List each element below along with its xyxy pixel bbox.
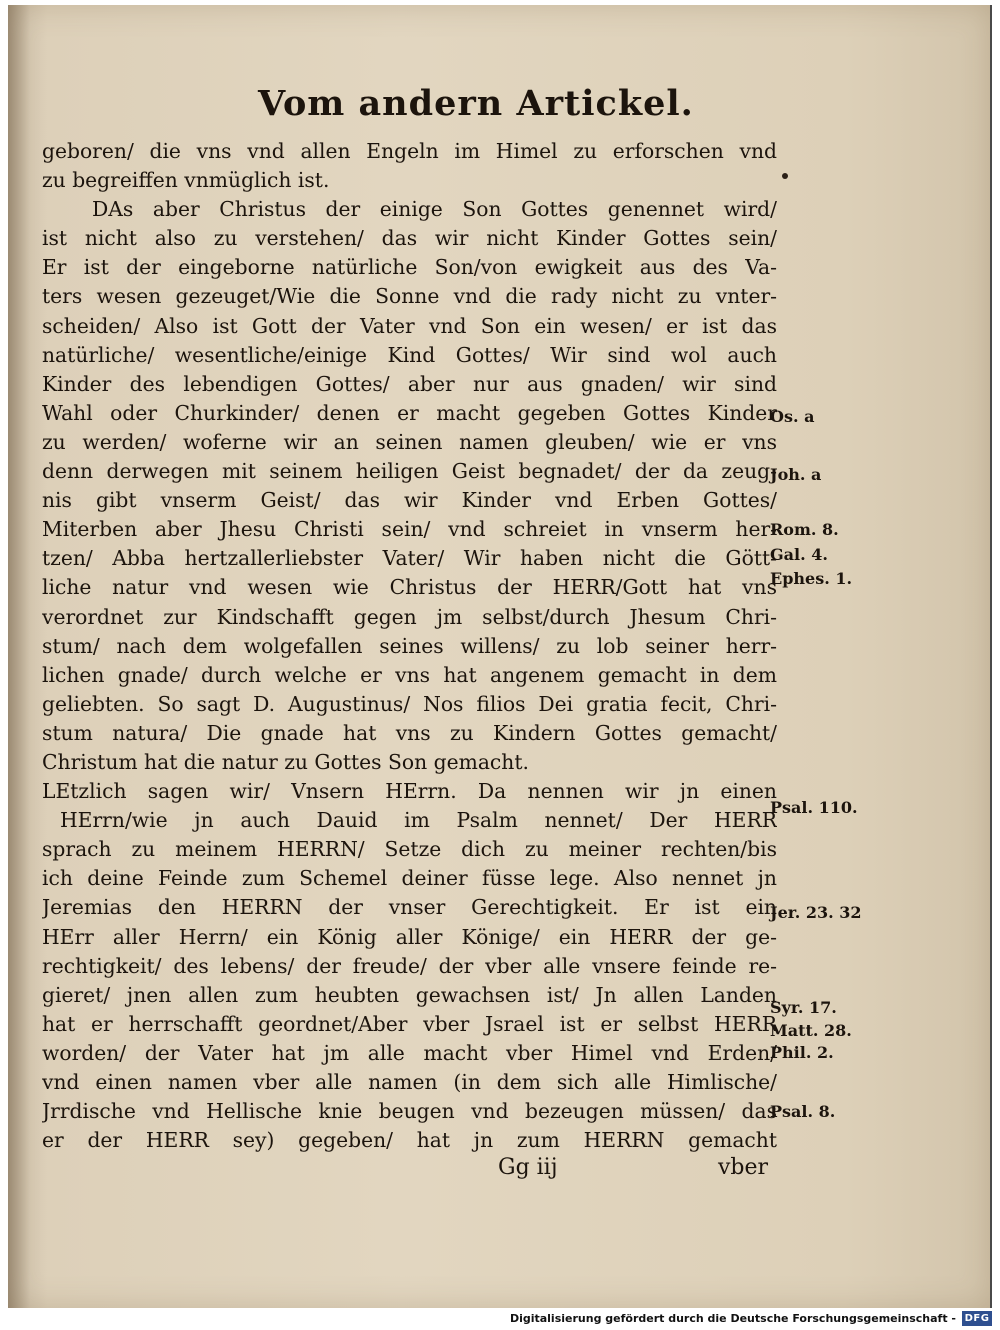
text-line: Kinder des lebendigen Gottes/ aber nur aus gnaden/ wir sind [42,371,777,396]
text-line: HErr aller Herrn/ ein König aller Könige/ ein HERR der ge- [42,924,777,949]
funding-credit: Digitalisierung gefördert durch die Deutsche Forschungsgemeinschaft - [509,1312,956,1325]
text-line: LEtzlich sagen wir/ Vnsern HErrn. Da nennen wir jn einen [42,779,777,804]
text-line: Christum hat die natur zu Gottes Son gemacht. [42,749,529,774]
margin-note: Psal. 110. [770,798,858,817]
signature-catchword-line [498,1155,768,1185]
text-line: lichen gnade/ durch welche er vns hat angenem gemacht in dem [42,662,777,687]
text-line: liche natur vnd wesen wie Christus der HERR/Gott hat vns [42,575,777,600]
dfg-logo-icon: DFG [962,1311,992,1326]
text-line: nis gibt vnserm Geist/ das wir Kinder vnd Erben Gottes/ [42,488,777,513]
text-line: Wahl oder Churkinder/ denen er macht gegeben Gottes Kinder [42,400,777,425]
text-line: sprach zu meinem HERRN/ Setze dich zu meiner rechten/bis [42,837,777,862]
text-line: worden/ der Vater hat jm alle macht vber Himel vnd Erden/ [42,1040,777,1065]
margin-note: Rom. 8. [770,520,839,539]
text-line: tzen/ Abba hertzallerliebster Vater/ Wir haben nicht die Gött- [42,546,777,571]
text-line: Er ist der eingeborne natürliche Son/von ewigkeit aus des Va- [42,255,777,280]
margin-dot-mark [782,173,788,179]
text-line: stum/ nach dem wolgefallen seines willens/ zu lob seiner herr- [42,633,777,658]
text-line: zu werden/ woferne wir an seinen namen gleuben/ wie er vns [42,429,777,454]
margin-note: Joh. a [770,465,822,484]
text-line: verordnet zur Kindschafft gegen jm selbst/durch Jhesum Chri- [42,604,777,629]
text-line: stum natura/ Die gnade hat vns zu Kindern Gottes gemacht/ [42,720,777,745]
text-line: rechtigkeit/ des lebens/ der freude/ der vber alle vnsere feinde re- [42,953,777,978]
text-line: HErrn/wie jn auch Dauid im Psalm nennet/ Der HERR [60,808,777,833]
text-line: ist nicht also zu verstehen/ das wir nicht Kinder Gottes sein/ [42,226,777,251]
margin-note: Psal. 8. [770,1102,836,1121]
text-line: vnd einen namen vber alle namen (in dem sich alle Himlische/ [42,1070,777,1094]
text-line: gieret/ jnen allen zum heubten gewachsen ist/ Jn allen Landen [42,982,777,1007]
footer-bar [0,1309,1000,1330]
margin-note: Ephes. 1. [770,569,853,588]
margin-note: Matt. 28. [770,1021,852,1040]
catchword: vber [717,1155,768,1180]
text-line: DAs aber Christus der einige Son Gottes genennet wird/ [92,197,777,222]
text-line: natürliche/ wesentliche/einige Kind Gottes/ Wir sind wol auch [42,342,777,367]
margin-note: Phil. 2. [770,1043,834,1062]
margin-note: Gal. 4. [770,545,828,564]
text-line: hat er herrschafft geordnet/Aber vber Jsrael ist er selbst HERR [42,1011,777,1036]
margin-note: Os. a [770,407,815,426]
margin-note: Syr. 17. [770,998,837,1017]
text-line: zu begreiffen vnmüglich ist. [42,168,330,193]
text-line: Miterben aber Jhesu Christi sein/ vnd schreiet in vnserm her- [42,517,777,542]
text-line: scheiden/ Also ist Gott der Vater vnd Son ein wesen/ er ist das [42,313,777,338]
text-line: ters wesen gezeuget/Wie die Sonne vnd die rady nicht zu vnter- [42,284,777,309]
body-text-block [42,137,777,1155]
text-line: ich deine Feinde zum Schemel deiner füsse lege. Also nennet jn [42,866,777,891]
text-line: geliebten. So sagt D. Augustinus/ Nos filios Dei gratia fecit, Chri- [42,691,777,716]
running-header-title: Vom andern Artickel. [258,83,694,124]
book-page-scan [8,5,992,1308]
text-line: Jrrdische vnd Hellische knie beugen vnd bezeugen müssen/ das [42,1099,777,1124]
text-line: denn derwegen mit seinem heiligen Geist begnadet/ der da zeug- [42,459,777,484]
text-line: Jeremias den HERRN der vnser Gerechtigkeit. Er ist ein [42,895,777,920]
signature-mark: Gg iij [498,1155,558,1180]
text-line: geboren/ die vns vnd allen Engeln im Himel zu erforschen vnd [42,139,777,163]
margin-note: Jer. 23. 32 [770,903,862,922]
text-line: er der HERR sey) gegeben/ hat jn zum HERRN gemacht [42,1128,777,1153]
